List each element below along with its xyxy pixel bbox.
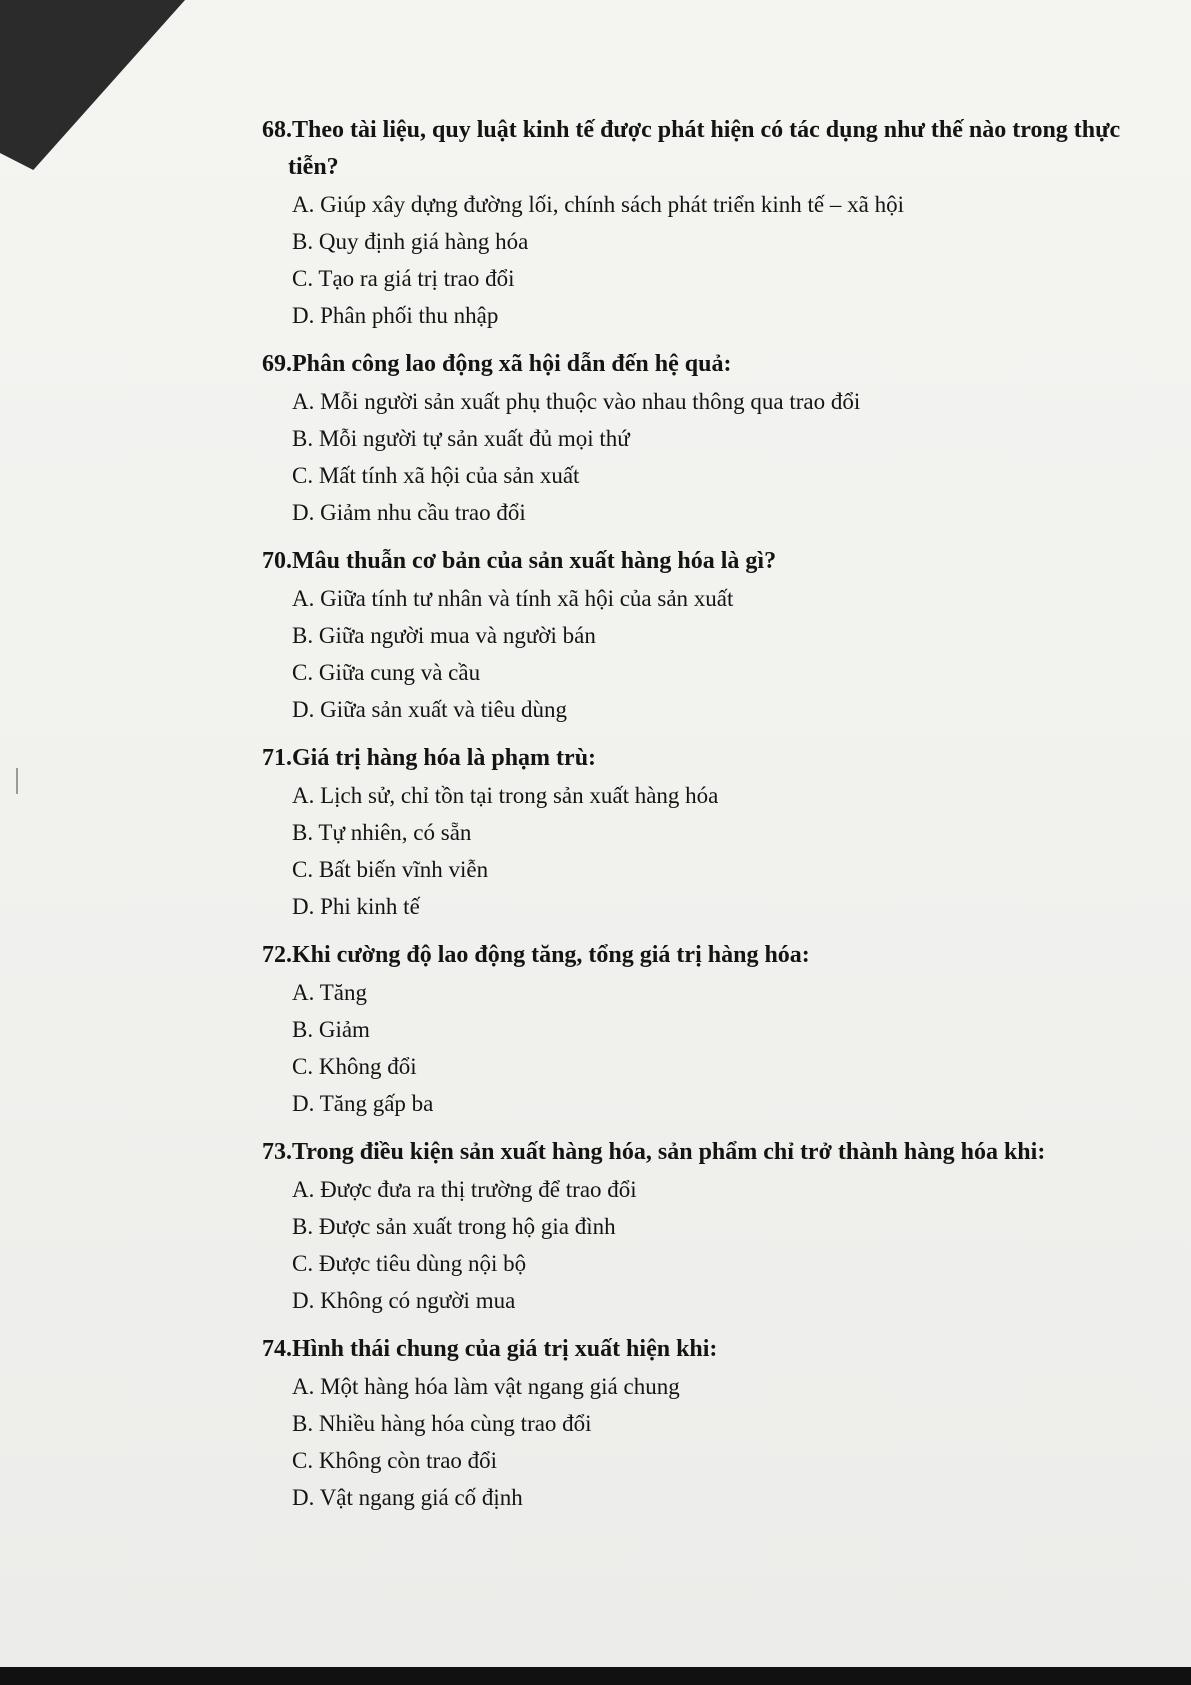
question-74 (262, 1331, 1122, 1516)
option-a: A. Được đưa ra thị trường để trao đổi (292, 1177, 637, 1202)
option-d: D. Giảm nhu cầu trao đổi (292, 500, 526, 525)
question-text: Phân công lao động xã hội dẫn đến hệ quả: (292, 351, 732, 377)
option-c: C. Giữa cung và cầu (292, 660, 481, 685)
option-b: B. Được sản xuất trong hộ gia đình (292, 1214, 616, 1239)
question-number: 69. (262, 351, 292, 377)
option-d: D. Không có người mua (292, 1288, 516, 1313)
question-number: 73. (262, 1139, 292, 1165)
option-a: A. Một hàng hóa làm vật ngang giá chung (292, 1374, 680, 1399)
option-d: D. Phi kinh tế (292, 894, 420, 919)
option-b: B. Nhiều hàng hóa cùng trao đổi (292, 1411, 592, 1436)
option-c: C. Tạo ra giá trị trao đổi (292, 266, 515, 291)
option-list (262, 974, 1122, 1122)
question-number: 71. (262, 745, 292, 771)
option-list (262, 1368, 1122, 1516)
question-number: 74. (262, 1336, 292, 1362)
option-a: A. Giữa tính tư nhân và tính xã hội của sản xuất (292, 586, 734, 611)
question-72 (262, 937, 1122, 1122)
option-c: C. Mất tính xã hội của sản xuất (292, 463, 580, 488)
question-text: Giá trị hàng hóa là phạm trù: (292, 745, 597, 771)
option-a: A. Tăng (292, 980, 367, 1005)
option-a: A. Lịch sử, chỉ tồn tại trong sản xuất hàng hóa (292, 783, 719, 808)
option-d: D. Tăng gấp ba (292, 1091, 434, 1116)
option-b: B. Tự nhiên, có sẵn (292, 820, 472, 845)
option-d: D. Vật ngang giá cố định (292, 1485, 523, 1510)
scan-corner-shadow (0, 0, 185, 170)
option-a: A. Mỗi người sản xuất phụ thuộc vào nhau thông qua trao đổi (292, 389, 861, 414)
option-b: B. Giữa người mua và người bán (292, 623, 596, 648)
question-number: 68. (262, 117, 292, 143)
question-71 (262, 740, 1122, 925)
option-c: C. Bất biến vĩnh viễn (292, 857, 489, 882)
option-c: C. Không đổi (292, 1054, 417, 1079)
question-number: 70. (262, 548, 292, 574)
scan-bottom-edge (0, 1667, 1191, 1685)
question-list (262, 112, 1122, 1516)
option-b: B. Mỗi người tự sản xuất đủ mọi thứ (292, 426, 630, 451)
option-list (262, 186, 1122, 334)
question-text: Theo tài liệu, quy luật kinh tế được phát hiện có tác dụng như thế nào trong thực tiễn? (288, 117, 1121, 180)
option-list (262, 383, 1122, 531)
option-d: D. Phân phối thu nhập (292, 303, 499, 328)
option-d: D. Giữa sản xuất và tiêu dùng (292, 697, 567, 722)
option-list (262, 1171, 1122, 1319)
question-text: Mâu thuẫn cơ bản của sản xuất hàng hóa là gì? (292, 548, 777, 574)
option-c: C. Không còn trao đổi (292, 1448, 498, 1473)
question-70 (262, 543, 1122, 728)
question-number: 72. (262, 942, 292, 968)
option-c: C. Được tiêu dùng nội bộ (292, 1251, 527, 1276)
scan-edge-mark (16, 768, 18, 794)
question-text: Khi cường độ lao động tăng, tổng giá trị hàng hóa: (292, 942, 810, 968)
question-text: Trong điều kiện sản xuất hàng hóa, sản phẩm chỉ trở thành hàng hóa khi: (292, 1139, 1046, 1165)
question-68 (262, 112, 1122, 334)
option-list (262, 580, 1122, 728)
option-list (262, 777, 1122, 925)
question-text: Hình thái chung của giá trị xuất hiện khi: (292, 1336, 718, 1362)
question-73 (262, 1134, 1122, 1319)
question-69 (262, 346, 1122, 531)
option-a: A. Giúp xây dựng đường lối, chính sách phát triển kinh tế – xã hội (292, 192, 904, 217)
option-b: B. Quy định giá hàng hóa (292, 229, 529, 254)
option-b: B. Giảm (292, 1017, 370, 1042)
